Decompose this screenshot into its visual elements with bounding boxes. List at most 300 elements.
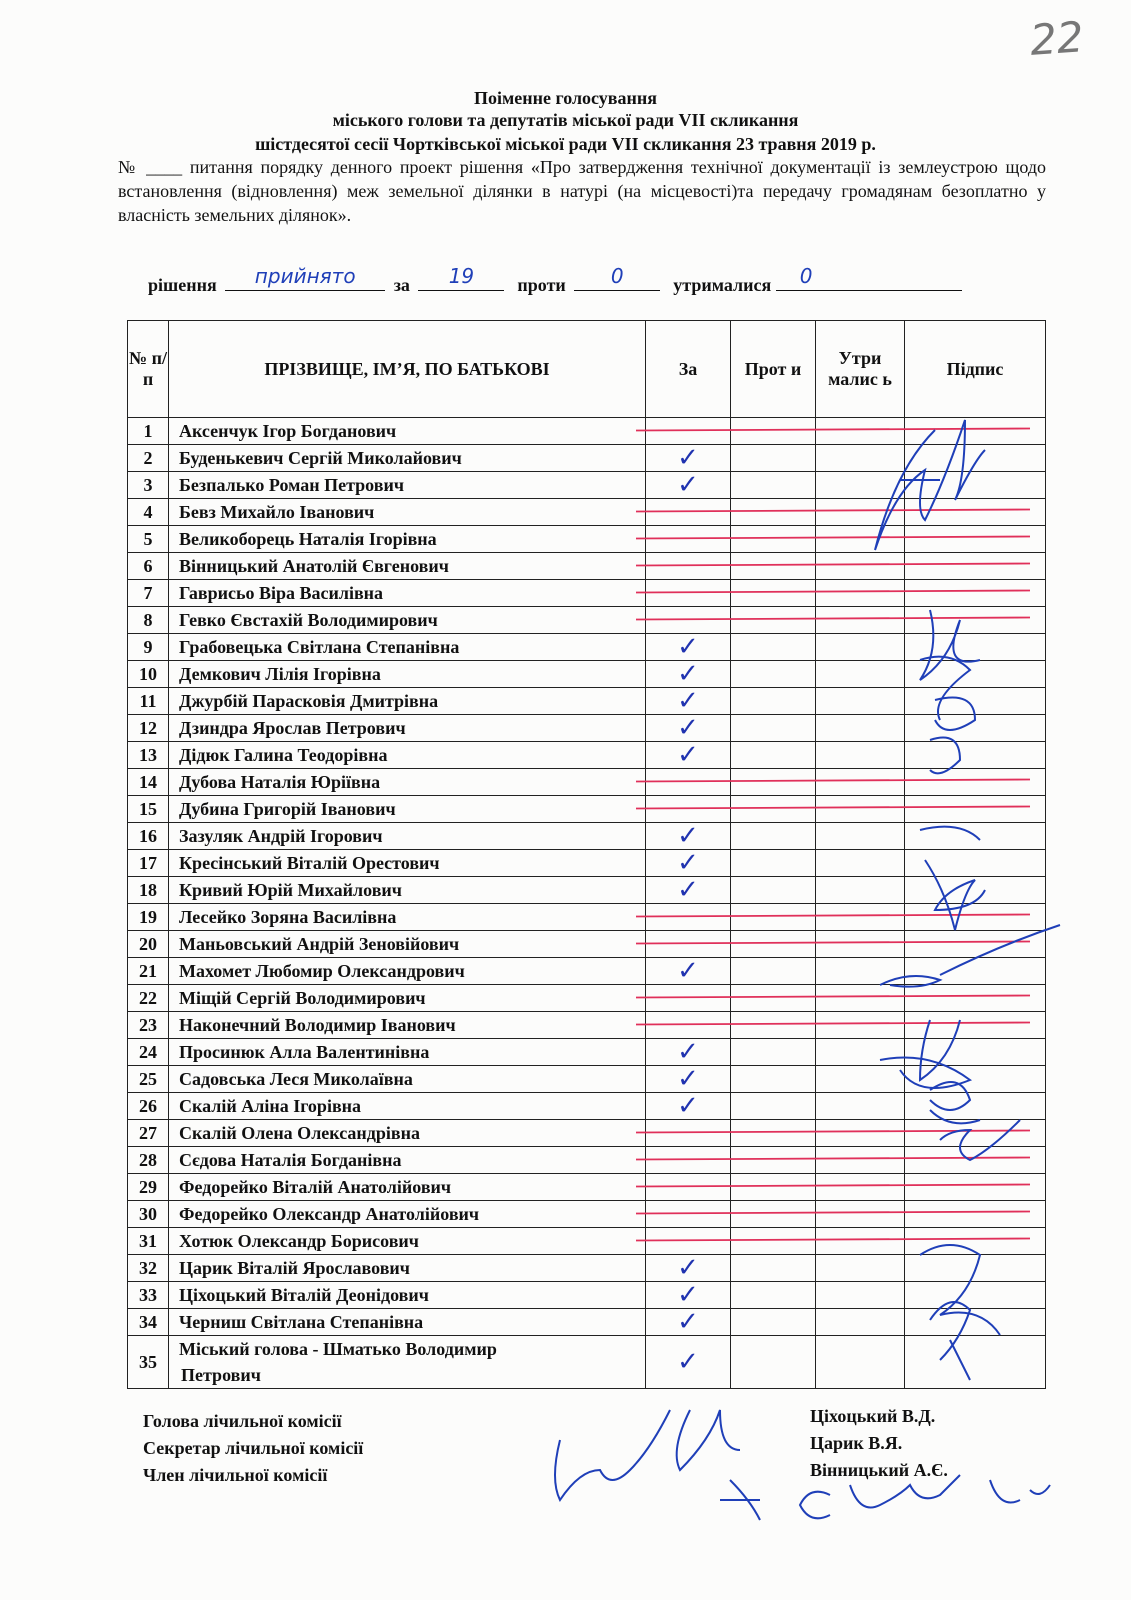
vote-for-cell <box>646 526 731 553</box>
table-row <box>128 877 1046 904</box>
signature-cell <box>905 418 1046 445</box>
check-mark-icon: ✓ <box>677 713 699 743</box>
vote-abstain-cell <box>816 1066 905 1093</box>
title-line-1: Поіменне голосування <box>473 88 658 108</box>
vote-abstain-cell <box>816 661 905 688</box>
vote-abstain-cell <box>816 1174 905 1201</box>
signature-cell <box>905 1093 1046 1120</box>
member-name: Лесейко Зоряна Василівна <box>169 904 646 931</box>
row-number: 8 <box>128 607 169 634</box>
signature-cell <box>905 931 1046 958</box>
signature-cell <box>905 580 1046 607</box>
row-number: 13 <box>128 742 169 769</box>
col-for-header: За <box>646 321 731 418</box>
signature-cell <box>905 553 1046 580</box>
signature-cell <box>905 1174 1046 1201</box>
vote-against-cell <box>731 1093 816 1120</box>
signature-cell <box>905 823 1046 850</box>
member-name: Черниш Світлана Степанівна <box>169 1309 646 1336</box>
vote-for-cell <box>646 904 731 931</box>
for-field <box>418 264 504 291</box>
vote-abstain-cell <box>816 472 905 499</box>
member-name: Просинюк Алла Валентинівна <box>169 1039 646 1066</box>
table-row <box>128 499 1046 526</box>
row-number: 27 <box>128 1120 169 1147</box>
vote-for-cell <box>646 1282 731 1309</box>
table-row <box>128 904 1046 931</box>
member-name: Бевз Михайло Іванович <box>169 499 646 526</box>
vote-against-cell <box>731 526 816 553</box>
signature-footer-1 <box>555 1410 670 1500</box>
member-name: Демкович Лілія Ігорівна <box>169 661 646 688</box>
signature-cell <box>905 1255 1046 1282</box>
member-name: Грабовецька Світлана Степанівна <box>169 634 646 661</box>
col-abstain-header: Утри малис ь <box>816 321 905 418</box>
vote-abstain-cell <box>816 1282 905 1309</box>
vote-against-cell <box>731 499 816 526</box>
vote-abstain-cell <box>816 877 905 904</box>
check-mark-icon: ✓ <box>677 1091 699 1121</box>
vote-abstain-cell <box>816 1120 905 1147</box>
row-number: 5 <box>128 526 169 553</box>
vote-abstain-cell <box>816 634 905 661</box>
vote-for-cell <box>646 796 731 823</box>
table-row <box>128 796 1046 823</box>
row-number: 21 <box>128 958 169 985</box>
vote-abstain-cell <box>816 688 905 715</box>
row-number: 7 <box>128 580 169 607</box>
table-row <box>128 1336 1046 1389</box>
signature-cell <box>905 769 1046 796</box>
vote-for-cell <box>646 553 731 580</box>
member-name: Маньовський Андрій Зеновійович <box>169 931 646 958</box>
vote-for-cell <box>646 1039 731 1066</box>
row-number: 26 <box>128 1093 169 1120</box>
row-number: 20 <box>128 931 169 958</box>
table-row <box>128 634 1046 661</box>
row-number: 6 <box>128 553 169 580</box>
vote-for-cell <box>646 877 731 904</box>
member-name: Федорейко Олександр Анатолійович <box>169 1201 646 1228</box>
vote-for-cell <box>646 850 731 877</box>
vote-against-cell <box>731 445 816 472</box>
signature-cell <box>905 1309 1046 1336</box>
signature-cell <box>905 985 1046 1012</box>
member-name: Міщій Сергій Володимирович <box>169 985 646 1012</box>
row-number: 33 <box>128 1282 169 1309</box>
commission-names <box>810 1403 948 1484</box>
table-row <box>128 1201 1046 1228</box>
signature-cell <box>905 634 1046 661</box>
row-number: 16 <box>128 823 169 850</box>
vote-for-cell <box>646 1201 731 1228</box>
vote-abstain-cell <box>816 1309 905 1336</box>
table-row <box>128 742 1046 769</box>
check-mark-icon: ✓ <box>677 848 699 878</box>
vote-abstain-cell <box>816 607 905 634</box>
name-secretary: Царик В.Я. <box>810 1433 903 1453</box>
signature-cell <box>905 607 1046 634</box>
signature-cell <box>905 688 1046 715</box>
check-mark-icon: ✓ <box>677 740 699 770</box>
member-name: Кривий Юрій Михайлович <box>169 877 646 904</box>
row-number: 12 <box>128 715 169 742</box>
title-line-3: шістдесятої сесії Чортківської міської ради VII скликання 23 травня 2019 р. <box>255 134 876 154</box>
vote-abstain-cell <box>816 1039 905 1066</box>
commission-roles <box>143 1408 363 1489</box>
vote-abstain-cell <box>816 553 905 580</box>
col-signature-header: Підпис <box>905 321 1046 418</box>
signature-cell <box>905 715 1046 742</box>
vote-for-cell <box>646 418 731 445</box>
vote-abstain-cell <box>816 904 905 931</box>
vote-against-cell <box>731 742 816 769</box>
vote-for-cell <box>646 823 731 850</box>
row-number: 23 <box>128 1012 169 1039</box>
signature-cell <box>905 1147 1046 1174</box>
vote-against-cell <box>731 688 816 715</box>
vote-for-cell <box>646 1012 731 1039</box>
vote-against-cell <box>731 823 816 850</box>
table-row <box>128 958 1046 985</box>
vote-against-cell <box>731 607 816 634</box>
abstained-field <box>776 264 962 291</box>
vote-against-cell <box>731 1255 816 1282</box>
vote-against-cell <box>731 1120 816 1147</box>
vote-for-cell <box>646 1174 731 1201</box>
vote-for-cell <box>646 958 731 985</box>
table-row <box>128 850 1046 877</box>
row-number: 24 <box>128 1039 169 1066</box>
vote-for-cell <box>646 472 731 499</box>
member-name: Кресінський Віталій Орестович <box>169 850 646 877</box>
signature-cell <box>905 1066 1046 1093</box>
row-number: 28 <box>128 1147 169 1174</box>
row-number: 25 <box>128 1066 169 1093</box>
table-row <box>128 1228 1046 1255</box>
vote-abstain-cell <box>816 1147 905 1174</box>
check-mark-icon: ✓ <box>677 1037 699 1067</box>
vote-abstain-cell <box>816 580 905 607</box>
against-value: 0 <box>610 264 624 288</box>
row-number: 32 <box>128 1255 169 1282</box>
table-header <box>128 321 1046 418</box>
table-row <box>128 1066 1046 1093</box>
row-number: 1 <box>128 418 169 445</box>
signature-cell <box>905 904 1046 931</box>
check-mark-icon: ✓ <box>677 875 699 905</box>
check-mark-icon: ✓ <box>677 1307 699 1337</box>
vote-abstain-cell <box>816 499 905 526</box>
table-row <box>128 1282 1046 1309</box>
vote-against-cell <box>731 634 816 661</box>
check-mark-icon: ✓ <box>677 821 699 851</box>
row-number: 30 <box>128 1201 169 1228</box>
row-number: 19 <box>128 904 169 931</box>
row-number: 4 <box>128 499 169 526</box>
table-row <box>128 1255 1046 1282</box>
table-row <box>128 688 1046 715</box>
table-row <box>128 1309 1046 1336</box>
member-name: Гевко Євстахій Володимирович <box>169 607 646 634</box>
against-label: проти <box>517 275 566 295</box>
vote-abstain-cell <box>816 985 905 1012</box>
table-row <box>128 1093 1046 1120</box>
vote-against-cell <box>731 418 816 445</box>
col-name-header: ПРІЗВИЩЕ, ІМ’Я, ПО БАТЬКОВІ <box>169 321 646 418</box>
table-row <box>128 553 1046 580</box>
vote-against-cell <box>731 1336 816 1389</box>
member-name: Гаврисьо Віра Василівна <box>169 580 646 607</box>
row-number: 10 <box>128 661 169 688</box>
against-field <box>574 264 660 291</box>
vote-for-cell <box>646 1066 731 1093</box>
col-against-header: Прот и <box>731 321 816 418</box>
vote-for-cell <box>646 742 731 769</box>
vote-against-cell <box>731 715 816 742</box>
member-name: Хотюк Олександр Борисович <box>169 1228 646 1255</box>
vote-against-cell <box>731 1228 816 1255</box>
vote-against-cell <box>731 1309 816 1336</box>
row-number: 15 <box>128 796 169 823</box>
signature-cell <box>905 499 1046 526</box>
vote-against-cell <box>731 1201 816 1228</box>
for-value: 19 <box>448 264 475 288</box>
vote-against-cell <box>731 931 816 958</box>
vote-against-cell <box>731 1174 816 1201</box>
signature-cell <box>905 1228 1046 1255</box>
vote-abstain-cell <box>816 1201 905 1228</box>
title-line-2: міського голови та депутатів міської ради VII скликання <box>332 110 799 130</box>
vote-against-cell <box>731 1039 816 1066</box>
member-name: Сєдова Наталія Богданівна <box>169 1147 646 1174</box>
vote-for-cell <box>646 769 731 796</box>
vote-for-cell <box>646 1147 731 1174</box>
vote-against-cell <box>731 580 816 607</box>
page-number: 22 <box>1028 12 1086 65</box>
vote-for-cell <box>646 1093 731 1120</box>
member-name: Зазуляк Андрій Ігорович <box>169 823 646 850</box>
signature-cell <box>905 742 1046 769</box>
vote-table <box>127 320 1046 1389</box>
row-number: 18 <box>128 877 169 904</box>
vote-for-cell <box>646 931 731 958</box>
vote-for-cell <box>646 1228 731 1255</box>
check-mark-icon: ✓ <box>677 1064 699 1094</box>
vote-against-cell <box>731 1066 816 1093</box>
table-row <box>128 607 1046 634</box>
signature-cell <box>905 445 1046 472</box>
table-row <box>128 715 1046 742</box>
decision-label: рішення <box>148 275 217 295</box>
signature-footer-3 <box>720 1480 760 1520</box>
vote-abstain-cell <box>816 931 905 958</box>
signature-cell <box>905 526 1046 553</box>
vote-against-cell <box>731 796 816 823</box>
name-chair: Ціхоцький В.Д. <box>810 1406 936 1426</box>
signature-cell <box>905 1012 1046 1039</box>
check-mark-icon: ✓ <box>677 443 699 473</box>
vote-against-cell <box>731 985 816 1012</box>
row-number: 22 <box>128 985 169 1012</box>
vote-abstain-cell <box>816 1228 905 1255</box>
vote-abstain-cell <box>816 1255 905 1282</box>
vote-for-cell <box>646 1120 731 1147</box>
table-row <box>128 823 1046 850</box>
vote-against-cell <box>731 877 816 904</box>
vote-against-cell <box>731 1282 816 1309</box>
vote-for-cell <box>646 634 731 661</box>
member-name: Аксенчук Ігор Богданович <box>169 418 646 445</box>
role-member: Член лічильної комісії <box>143 1465 328 1485</box>
table-row <box>128 931 1046 958</box>
row-number: 29 <box>128 1174 169 1201</box>
row-number: 17 <box>128 850 169 877</box>
vote-abstain-cell <box>816 796 905 823</box>
vote-for-cell <box>646 715 731 742</box>
check-mark-icon: ✓ <box>677 632 699 662</box>
signature-cell <box>905 1039 1046 1066</box>
vote-abstain-cell <box>816 769 905 796</box>
vote-for-cell <box>646 445 731 472</box>
vote-against-cell <box>731 472 816 499</box>
member-name: Скалій Аліна Ігорівна <box>169 1093 646 1120</box>
table-row <box>128 661 1046 688</box>
member-name: Дідюк Галина Теодорівна <box>169 742 646 769</box>
vote-for-cell <box>646 985 731 1012</box>
row-number: 31 <box>128 1228 169 1255</box>
row-number: 9 <box>128 634 169 661</box>
vote-against-cell <box>731 850 816 877</box>
vote-against-cell <box>731 553 816 580</box>
member-name: Буденькевич Сергій Миколайович <box>169 445 646 472</box>
member-name: Садовська Леся Миколаївна <box>169 1066 646 1093</box>
vote-against-cell <box>731 769 816 796</box>
vote-abstain-cell <box>816 1012 905 1039</box>
vote-against-cell <box>731 661 816 688</box>
vote-against-cell <box>731 1147 816 1174</box>
table-row <box>128 445 1046 472</box>
member-name: Джурбій Парасковія Дмитрівна <box>169 688 646 715</box>
table-row <box>128 1174 1046 1201</box>
member-name: Дубова Наталія Юріївна <box>169 769 646 796</box>
signature-cell <box>905 796 1046 823</box>
vote-for-cell <box>646 661 731 688</box>
vote-against-cell <box>731 958 816 985</box>
check-mark-icon: ✓ <box>677 1280 699 1310</box>
member-name: Безпалько Роман Петрович <box>169 472 646 499</box>
member-name: Вінницький Анатолій Євгенович <box>169 553 646 580</box>
vote-abstain-cell <box>816 526 905 553</box>
vote-abstain-cell <box>816 418 905 445</box>
member-name: Дубина Григорій Іванович <box>169 796 646 823</box>
table-row <box>128 985 1046 1012</box>
vote-for-cell <box>646 1336 731 1389</box>
table-row <box>128 1039 1046 1066</box>
member-name: Федорейко Віталій Анатолійович <box>169 1174 646 1201</box>
vote-for-cell <box>646 688 731 715</box>
signature-cell <box>905 1120 1046 1147</box>
check-mark-icon: ✓ <box>677 956 699 986</box>
col-num-header: № п/п <box>128 321 169 418</box>
decision-field <box>225 264 385 291</box>
signature-cell <box>905 661 1046 688</box>
member-name: Наконечний Володимир Іванович <box>169 1012 646 1039</box>
for-label: за <box>393 275 410 295</box>
vote-abstain-cell <box>816 742 905 769</box>
vote-abstain-cell <box>816 1093 905 1120</box>
vote-against-cell <box>731 904 816 931</box>
row-number: 34 <box>128 1309 169 1336</box>
member-name: Міський голова - Шматько Володимир Петрович <box>169 1336 646 1389</box>
vote-abstain-cell <box>816 1336 905 1389</box>
decision-value: прийнято <box>254 264 356 288</box>
vote-for-cell <box>646 1255 731 1282</box>
table-row <box>128 1147 1046 1174</box>
signature-cell <box>905 1336 1046 1389</box>
check-mark-icon: ✓ <box>677 470 699 500</box>
signature-cell <box>905 1282 1046 1309</box>
member-name: Великоборець Наталія Ігорівна <box>169 526 646 553</box>
table-row <box>128 526 1046 553</box>
table-row <box>128 472 1046 499</box>
signature-cell <box>905 850 1046 877</box>
table-row <box>128 418 1046 445</box>
role-secretary: Секретар лічильної комісії <box>143 1438 364 1458</box>
vote-abstain-cell <box>816 445 905 472</box>
table-row <box>128 769 1046 796</box>
decision-line <box>148 264 966 296</box>
check-mark-icon: ✓ <box>677 1253 699 1283</box>
member-name: Ціхоцький Віталій Деонідович <box>169 1282 646 1309</box>
row-number: 14 <box>128 769 169 796</box>
table-row <box>128 1120 1046 1147</box>
member-name: Скалій Олена Олександрівна <box>169 1120 646 1147</box>
role-chair: Голова лічильної комісії <box>143 1411 342 1431</box>
vote-against-cell <box>731 1012 816 1039</box>
signature-cell <box>905 958 1046 985</box>
signature-cell <box>905 877 1046 904</box>
row-number: 35 <box>128 1336 169 1389</box>
member-name: Махомет Любомир Олександрович <box>169 958 646 985</box>
signature-cell <box>905 1201 1046 1228</box>
vote-for-cell <box>646 607 731 634</box>
name-member: Вінницький А.Є. <box>810 1460 948 1480</box>
vote-for-cell <box>646 580 731 607</box>
table-row <box>128 1012 1046 1039</box>
row-number: 3 <box>128 472 169 499</box>
row-number: 2 <box>128 445 169 472</box>
vote-abstain-cell <box>816 823 905 850</box>
abstained-label: утрималися <box>673 275 772 295</box>
check-mark-icon: ✓ <box>677 659 699 689</box>
agenda-paragraph: № ____ питання порядку денного проект рішення «Про затвердження технічної документації із землеустрою щодо встановлення (відновлення) меж земельної ділянки в натурі (на місцевості)та передачу громадянам безоплатно у власність земельних ділянок». <box>118 157 1046 225</box>
member-name: Дзиндра Ярослав Петрович <box>169 715 646 742</box>
signature-footer-2 <box>677 1410 740 1470</box>
vote-abstain-cell <box>816 715 905 742</box>
vote-abstain-cell <box>816 958 905 985</box>
check-mark-icon: ✓ <box>677 1347 699 1377</box>
vote-abstain-cell <box>816 850 905 877</box>
member-name: Царик Віталій Ярославович <box>169 1255 646 1282</box>
vote-for-cell <box>646 1309 731 1336</box>
abstained-value: 0 <box>799 264 813 288</box>
row-number: 11 <box>128 688 169 715</box>
table-row <box>128 580 1046 607</box>
vote-for-cell <box>646 499 731 526</box>
signature-cell <box>905 472 1046 499</box>
check-mark-icon: ✓ <box>677 686 699 716</box>
